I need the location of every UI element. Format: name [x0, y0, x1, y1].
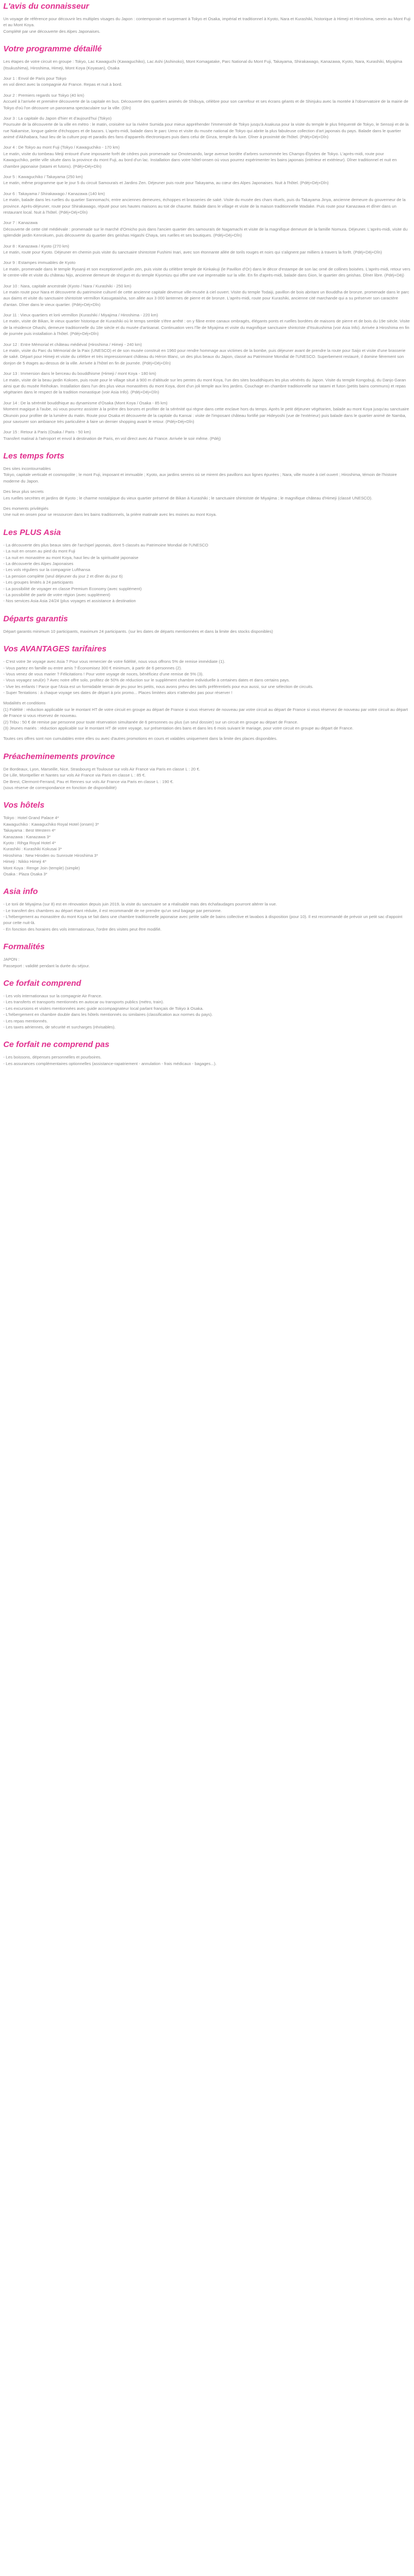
text-line: Une nuit en onsen pour se ressourcer dans les bains traditionnels, la prière matinale avec les moines au mont Koya. [3, 512, 217, 517]
text-line: Modalités et conditions [3, 701, 46, 706]
text-line: Accueil à l'arrivée et première découverte de la capitale en bus. Découverte des quartiers animés de Shibuya, célèbre pour son carrefour et ses écrans géants et de Shinjuku avec la montée à l'observatoire de la mairie de Tokyo d'où l'on découvre un panorama spectaculaire sur la ville. (Dîn) [3, 99, 409, 110]
text-line: - En fonction des horaires des vols internationaux, l'ordre des visites peut être modifié. [3, 926, 162, 932]
paragraph [3, 658, 411, 696]
section-3 [3, 528, 411, 604]
text-line: Le matin, visite du tombeau Meiji entouré d'une imposante forêt de cèdres puis promenade sur Omotesando, large avenue bordée d'arbres surnommée les Champs-Élysées de Tokyo. L'après-midi, route pour Kawaguchiko, petite ville située dans la province du mont Fuji, au bord d'un lac. Installation dans votre hôtel-onsen où vous pourrez expérimenter les bains japonais (intérieur et extérieur). Dîner traditionnel et nuit en chambre japonaise (tatami et futons). (Pdéj+Déj+Dîn) [3, 151, 397, 169]
paragraph [3, 429, 411, 442]
text-line: Les ruelles secrètes et jardins de Kyoto ; le charme nostalgique du vieux quartier préservé de Bikan à Kurashiki ; le sanctuaire shintoïste de Miyajima ; le magnifique château d'Himeji (classé UNESCO). [3, 495, 372, 501]
paragraph [3, 174, 411, 186]
paragraph [3, 505, 411, 518]
section-4 [3, 614, 411, 634]
text-line: Le matin, promenade dans le temple Ryoanji et son exceptionnel jardin zen, puis visite du célèbre temple de Kinkakuji (le Pavillon d'Or) dans le décor d'estampe de son lac orné de collines boisées. L'après-midi, retour vers le centre-ville et visite du château Nijo, ancienne demeure de shogun et du temple Kiyomizu qui offre une vue imprenable sur la ville. En fin d'après-midi, balade dans Gion, le quartier des geishas. Dîner libre. (Pdéj+Déj) [3, 266, 411, 278]
paragraph [3, 466, 411, 484]
paragraph [3, 283, 411, 308]
text-line: Le matin, visite du Parc du Mémorial de la Paix (UNESCO) et de son musée construit en 1960 pour rendre hommage aux victimes de la bombe, puis déjeuner avant de prendre la route pour Saijo et visite d'une brasserie de saké. Départ pour Himeji et visite du célèbre et très impressionnant château du Héron Blanc, un des plus beaux du Japon, classé au Patrimoine Mondial de l'UNESCO. Superbement restauré, il domine fièrement son donjon de 5 étages au-dessus de la ville. Arrivée à l'hôtel en fin de journée. (Pdéj+Déj+Dîn) [3, 348, 406, 366]
text-line: - Le torii de Miyajima (sur 8) est en rénovation depuis juin 2019, la visite du sanctuaire se a réalisable mais des échafaudages pourront altérer la vue. [3, 902, 277, 907]
text-line: Toutes ces offres sont non cumulables entre elles ou avec d'autres promotions en cours et valables uniquement dans la limite des places disponibles. [3, 736, 277, 742]
text-line: Le matin, visite de Bikan, le vieux quartier historique de Kurashiki où le temps semble s'être arrêté : on y flâne entre canaux ombragés, élégants ponts et ruelles bordées de maisons de pierre et de bois du 19e siècle. Visite de la résidence Ohashi, demeure traditionnelle du 18e siècle et du musée d'artisanat. Continuation vers l'île de Miyajima et visite du magnifique sanctuaire shintoïste d'Itsukushima (voir Asia Info). Arrivée à Hiroshima en fin de journée puis installation à l'hôtel. (Pdéj+Déj+Dîn) [3, 319, 410, 337]
text-line: Himeji : Nikko Himeji 4* [3, 859, 46, 864]
text-line: Jour 2 : Premiers regards sur Tokyo (40 km) [3, 92, 84, 98]
trip-document [0, 2, 414, 1067]
paragraph [3, 815, 411, 877]
text-line: Hiroshima : New Hiroden ou Sunroute Hiroshima 3* [3, 852, 98, 858]
text-line: Kurashiki : Kurashiki Kokusai 3* [3, 846, 62, 852]
paragraph [3, 312, 411, 337]
text-line: - La découverte des Alpes Japonaises [3, 561, 74, 566]
text-line: Jour 6 : Takayama / Shirakawago / Kanazawa (140 km) [3, 191, 105, 196]
text-line: Jour 14 : De la sérénité bouddhique au dynamisme d'Osaka (Mont Koya / Osaka - 85 km) [3, 400, 168, 405]
text-line: Des moments privilégiés [3, 506, 49, 511]
text-line: De Bordeaux, Lyon, Marseille, Nice, Strasbourg et Toulouse sur vols Air France via Paris en classe L : 20 €. [3, 766, 200, 772]
text-line: Découverte de cette cité médiévale : promenade sur le marché d'Omicho puis dans l'ancien quartier des samouraïs de Nagamachi et visite de la magnifique demeure de la famille Nomura. Déjeuner. L'après-midi, visite du splendide jardin Kenrokuen, puis découverte du quartier des geishas Higashi Chaya, ses ruelles et ses boutiques. (Pdéj+Déj+Dîn) [3, 226, 408, 238]
section-title: Les PLUS Asia [3, 527, 61, 537]
section-title: Formalités [3, 942, 45, 952]
paragraph [3, 75, 411, 88]
section-title: Votre programme détaillé [3, 44, 102, 54]
paragraph [3, 766, 411, 791]
text-line: - Les repas mentionnés. [3, 1018, 48, 1024]
text-line: Départ garantis minimum 10 participants, maximum 24 participants. (sur les dates de départs mentionnées et dans la limite des stocks disponibles) [3, 628, 273, 634]
text-line: - Le transfert des chambres au départ étant réduite, il est recommandé de ne prendre qu'un seul bagage par personne. [3, 908, 222, 913]
paragraph [3, 58, 411, 71]
section-title: Ce forfait comprend [3, 979, 81, 989]
text-line: - Vous venez de vous marier ? Félicitations ! Pour votre voyage de noces, bénéficiez d'une remise de 5% (3). [3, 671, 204, 677]
text-line: Le matin, balade dans les ruelles du quartier Sannomachi, entre anciennes demeures, échoppes et brasseries de saké. Visite du musée des chars rituels, puis du Takayama Jinya, ancienne demeure du gouverneur de la province. Après-déjeuner, route pour Shirakawago, réputé pour ses hautes maisons au toit de chaume. Balade dans le village et visite de la maison traditionnelle Wadake. Puis route pour Kanazawa et dîner dans un restaurant local. Nuit à l'hôtel. (Pdéj+Déj+Dîn) [3, 197, 406, 215]
paragraph [3, 993, 411, 1030]
text-line: Jour 13 : Immersion dans le berceau du bouddhisme (Himeji / mont Koya - 180 km) [3, 371, 156, 377]
section-title: Asia info [3, 887, 38, 897]
section-title: Vos hôtels [3, 801, 45, 810]
text-line: - Les boissons, dépenses personnelles et pourboires. [3, 1055, 102, 1060]
section-10 [3, 979, 411, 1030]
text-line: Des sites incontournables [3, 466, 51, 472]
text-line: (2) Tribu : 50 € de remise par personne pour toute réservation simultanée de 6 personnes ou plus (un seul dossier) sur un circuit en groupe au départ de France. [3, 719, 298, 725]
paragraph [3, 956, 411, 969]
section-5 [3, 644, 411, 742]
section-title: Ce forfait ne comprend pas [3, 1040, 110, 1050]
text-line: Passeport : validité pendant la durée du séjour. [3, 963, 90, 968]
text-line: Le matin, visite de la beau jardin Kokoen, puis route pour le village situé à 900 m d'altitude sur les pentes du mont Koya, l'un des sites bouddhiques les plus vénérés du Japon. Visite du temple Kongobuji, du Danjo Garan ainsi que du musée Reihokan. Installation dans l'un des plus vieux monastères du mont Koya, dont d'un joli temple aux lins jardins. Couchage en chambre traditionnelle sur tatami et futon (petits bains communs) et repas végétarien dans le respect de la tradition monastique (voir Asia Info). (Pdéj+Déj+Dîn) [3, 377, 406, 395]
text-line: Jour 1 : Envol de Paris pour Tokyo [3, 75, 67, 81]
paragraph [3, 92, 411, 111]
paragraph [3, 16, 411, 34]
paragraph [3, 144, 411, 169]
text-line: - La découverte des plus beaux sites de l'archipel japonais, dont 5 classés au Patrimoine Mondial de l'UNESCO [3, 542, 209, 548]
text-line: - Vive les enfants ! Parce que l'Asia est un formidable terrain de jeu pour les petits, nous avons prévu des tarifs préférentiels pour eux aussi, sur une sélection de circuits. [3, 684, 314, 689]
text-line: - Les taxes aériennes, de sécurité et surcharges (révisables). [3, 1024, 116, 1030]
text-line: Jour 9 : Estampes immuables de Kyoto [3, 260, 76, 266]
text-line: Kanazawa : Kanazawa 3* [3, 834, 51, 839]
section-1 [3, 44, 411, 442]
paragraph [3, 370, 411, 396]
text-line: - C'est votre 3e voyage avec Asia ? Pour vous remercier de votre fidélité, nous vous offrons 5% de remise immédiate (1). [3, 659, 226, 664]
text-line: Takayama : Best Western 4* [3, 828, 56, 833]
text-line: Jour 15 : Retour à Paris (Osaka / Paris - 50 km) [3, 430, 91, 435]
text-line: - La nuit en onsen au pied du mont Fuji [3, 549, 75, 554]
section-title: Vos AVANTAGES tarifaires [3, 644, 107, 654]
text-line: - Super Tentations : à chaque voyage ses dates de départ à prix promo... Places limitées alors n'attendez pas pour réserver ! [3, 690, 233, 696]
paragraph [3, 220, 411, 238]
text-line: - L'hébergement au monastère du mont Koya se fait dans une chambre traditionnelle japonaise avec petite salle de bains collective et lavabos à disposition (pour 10). Il est recommandé de prévoir un petit sac d'appoint pour cette nuit-là. [3, 914, 403, 926]
section-11 [3, 1040, 411, 1067]
text-line: Un voyage de référence pour découvrir les multiples visages du Japon : contemporain et surprenant à Tokyo et Osaka, impérial et traditionnel à Kyoto, Nara et Kurashiki, historique à Himeji et Hiroshima, serein au Mont Fuji et au Mont Koya. [3, 16, 411, 28]
text-line: Jour 4 : De Tokyo au mont Fuji (Tokyo / Kawaguchiko - 170 km) [3, 145, 120, 150]
text-line: - La possibilité de partir de votre région (avec supplément) [3, 592, 110, 597]
paragraph [3, 115, 411, 140]
text-line: Jour 11 : Vieux quartiers et lorii vermillon (Kurashiki / Miyajima / Hiroshima - 220 km) [3, 313, 158, 318]
text-line: (sous réserve de correspondance en fonction de disponibilité) [3, 785, 117, 790]
section-6 [3, 752, 411, 791]
section-7 [3, 801, 411, 877]
paragraph [3, 489, 411, 501]
paragraph [3, 243, 411, 256]
text-line: - La pension complète (seul déjeuner du jour 2 et dîner du jour 6) [3, 573, 123, 579]
text-line: Jour 5 : Kawaguchiko / Takayama (250 km) [3, 174, 83, 180]
text-line: - Les vols réguliers sur la compagnie Lufthansa [3, 567, 91, 573]
text-line: - Les groupes limités à 24 participants [3, 580, 73, 585]
text-line: Jour 10 : Nara, capitale ancestrale (Kyoto / Nara / Kurashiki - 250 km) [3, 283, 132, 289]
section-title: Les temps forts [3, 451, 64, 461]
text-line: Moment magique à l'aube, où vous pourrez assister à la prière des bonzes et profiter de la sérénité qui règne dans cette enclave hors du temps. Après le petit déjeuner végétarien, balade au mont Koya jusqu'au sanctuaire Okunoin pour profiter de la lumière du matin. Route pour Osaka et découverte de la capitale du Kansai : visite de l'imposant château fortifié par Hideyoshi (vue de l'extérieur) puis balade dans le quartier animé de Namba, pour savourer son ambiance très particulière à faire un dernier shopping avant le retour. (Pdéj+Déj+Dîn) [3, 407, 409, 424]
text-line: JAPON : [3, 957, 20, 962]
text-line: - Vous voyagez seul(e) ? Avec notre offre solo, profitez de 50% de réduction sur le supplément chambre individuelle à certaines dates et dans certains pays. [3, 678, 290, 683]
section-0 [3, 2, 411, 34]
section-8 [3, 887, 411, 932]
text-line: en vol direct avec la compagnie Air France. Repas et nuit à bord. [3, 82, 122, 87]
text-line: Mont Koya : Renge Join (temple) (simple) [3, 865, 80, 871]
text-line: Jour 3 : La capitale du Japon d'hier et d'aujourd'hui (Tokyo) [3, 115, 112, 121]
paragraph [3, 628, 411, 634]
section-9 [3, 942, 411, 969]
text-line: Kyoto : Rihga Royal Hotel 4* [3, 840, 56, 845]
text-line: Les étapes de votre circuit en groupe : Tokyo, Lac Kawaguchi (Kawaguchiko), Lac Ashi (Ashinoko), Mont Komagatake, Parc National du Mont Fuji, Takayama, Shirakawago, Kanazawa, Kyoto, Nara, Kurashiki, Miyajima (Itsukushima), Hiroshima, Himeji, Mont Koya (Koyasan), Osaka [3, 59, 403, 70]
paragraph [3, 700, 411, 731]
text-line: - Les assurances complémentaires optionnelles (assistance-rapatriement - annulation - frais médicaux - bagages...). [3, 1061, 217, 1066]
text-line: Des lieux plus secrets [3, 489, 44, 495]
text-line: Transfert matinal à l'aéroport et envol à destination de Paris, en vol direct avec Air France. Arrivée le soir même. (Pdéj) [3, 436, 221, 441]
paragraph [3, 400, 411, 425]
section-title: Départs garantis [3, 614, 68, 624]
paragraph [3, 736, 411, 742]
text-line: - Les vols internationaux sur la compagnie Air France. [3, 993, 103, 999]
text-line: Le matin, même programme que le jour 5 du circuit Samouraïs et Jardins Zen. Déjeuner puis route pour Takayama, au cœur des Alpes Japonaises. Nuit à l'hôtel. (Pdéj+Déj+Dîn) [3, 180, 329, 186]
text-line: Jour 7 : Kanazawa [3, 220, 38, 226]
text-line: - L'hébergement en chambre double dans les hôtels mentionnés ou similaires (classification aux normes du pays). [3, 1012, 213, 1018]
text-line: - Nos services Asia Asia 24/24 (plus voyages et assistance à destination [3, 598, 136, 604]
text-line: Tokyo : Hotel Grand Palace 4* [3, 815, 59, 821]
paragraph [3, 901, 411, 932]
text-line: De Brest, Clermont-Ferrand, Pau et Rennes sur vols Air France via Paris en classe L : 190 €. [3, 779, 174, 784]
text-line: Poursuite de la découverte de la ville en métro : le matin, croisière sur la rivière Sumida pour mieux appréhender l'immensité de Tokyo jusqu'à Asakusa pour la visite du temple le plus fréquenté de Tokyo, le Sensoji et de la rue Nakamise, longue galerie d'échoppes et de bazars. L'après-midi, balade dans le parc Ueno et visite du musée national de Tokyo qui abrite la plus fabuleuse collection d'art japonais du pays. Balade dans le quartier animé d'Akihabara, haut lieu de la culture pop et paradis des fans d'appareils électroniques puis dans celui de Ginza, temple du luxe. Dîner à proximité de l'hôtel. (Pdéj+Déj+Dîn) [3, 122, 409, 140]
text-line: Complété par une découverte des Alpes Japonaises. [3, 28, 100, 34]
section-title: Préacheminements province [3, 751, 115, 761]
paragraph [3, 342, 411, 367]
text-line: - La possibilité de voyager en classe Premium Economy (avec supplément) [3, 586, 142, 591]
text-line: Le matin, route pour Kyoto. Déjeuner en chemin puis visite du sanctuaire shintoïste Fushimi Inari, avec son étonnante allée de torils rouges et noirs qui s'alignent par milliers à travers la forêt. (Pdéj+Déj+Dîn) [3, 249, 382, 255]
text-line: De Lille, Montpellier et Nantes sur vols Air France via Paris en classe L : 85 €. [3, 773, 146, 778]
paragraph [3, 1054, 411, 1067]
text-line: - La nuit en monastère au mont Koya, haut lieu de la spiritualité japonaise [3, 555, 139, 560]
text-line: Kawaguchiko : Kawaguchiko Royal Hotel (onsen) 3* [3, 821, 99, 827]
text-line: (3) Jeunes mariés : réduction applicable sur le montant HT de votre voyage, sur présentation des bans et dans les 6 mois suivant le mariage, pour votre circuit en groupe au départ de France. [3, 726, 354, 731]
text-line: Le matin route pour Nara et découverte du patrimoine culturel de cette ancienne capitale devenue ville-musée à ciel ouvert. Visite du temple Todaiji, pavillon de bois abritant un Bouddha de bronze, promenade dans le parc aux daims et visite du sanctuaire shintoïste vermillon Kasugataisha, son allée aux 3 000 lanternes de pierre et de bronze. L'après-midi, route pour Kurashiki, ancienne cité marchande qui a su préserver son caractère d'antan. Dîner dans le vieux quartier. (Pdéj+Déj+Dîn) [3, 289, 410, 307]
text-line: - Vous partez en famille ou entre amis ? Économisez 300 € minimum, à partir de 6 personnes (2). [3, 665, 182, 671]
paragraph [3, 542, 411, 604]
text-line: (1) Fidélité : réduction applicable sur le montant HT de votre circuit en groupe au départ de France si vous réservez de nouveau par votre circuit au départ de France si vous réservez de nouveau par votre circuit au départ de France si vous réservez de nouveau. [3, 707, 408, 719]
text-line: Osaka : Plaza Osaka 3* [3, 871, 48, 877]
text-line: Jour 8 : Kanazawa / Kyoto (270 km) [3, 243, 69, 249]
paragraph [3, 260, 411, 278]
text-line: Jour 12 : Entre Mémorial et château médiéval (Hiroshima / Himeji - 240 km) [3, 342, 142, 347]
section-title: L'avis du connaisseur [3, 2, 89, 11]
text-line: - Les excursions et visites mentionnées avec guide accompagnateur local parlant français de Tokyo à Osaka. [3, 1005, 204, 1011]
text-line: - Les transferts et transports mentionnés en autocar ou transports publics (métro, train). [3, 999, 164, 1005]
text-line: Tokyo, capitale verticale et cosmopolite ; le mont Fuji, imposant et immuable ; Kyoto, aux jardins sereins où se mirent des pavillons aux lignes épurées ; Nara, ville musée à ciel ouvert ; Hiroshima, témoin de l'histoire moderne du Japon. [3, 472, 397, 484]
section-2 [3, 451, 411, 518]
paragraph [3, 191, 411, 216]
